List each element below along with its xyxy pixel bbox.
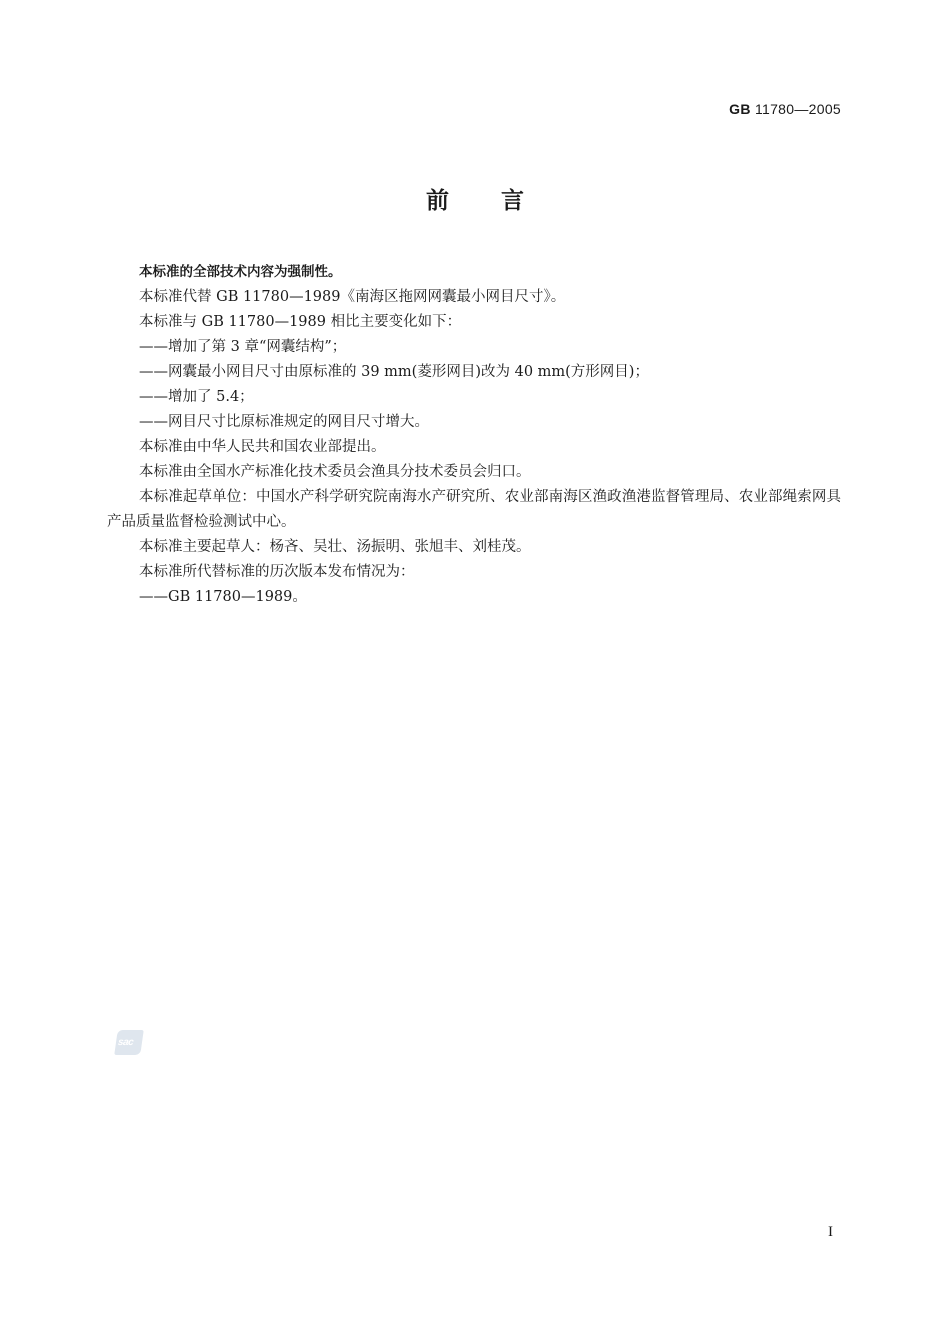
paragraph-committee: 本标准由全国水产标准化技术委员会渔具分技术委员会归口。 xyxy=(139,464,531,480)
list-item-change: ——增加了 5.4； xyxy=(139,389,254,405)
standard-code-prefix: GB xyxy=(729,101,751,117)
standard-code-number: 11780—2005 xyxy=(754,101,841,117)
paragraph-history-intro: 本标准所代替标准的历次版本发布情况为： xyxy=(139,564,415,580)
paragraph-proposer: 本标准由中华人民共和国农业部提出。 xyxy=(139,439,386,455)
paragraph-drafting-units: 本标准起草单位：中国水产科学研究院南海水产研究所、农业部南海区渔政渔港监督管理局、农业部绳索网具产品质量监督检验测试中心。 xyxy=(107,489,841,530)
list-item-history: ——GB 11780—1989。 xyxy=(139,589,307,605)
list-item-change: ——增加了第 3 章“网囊结构”； xyxy=(139,339,347,355)
sac-logo-text: sac xyxy=(117,1037,134,1048)
page-title: 前言 xyxy=(426,188,576,214)
paragraph-replaces: 本标准代替 GB 11780—1989《南海区拖网网囊最小网目尺寸》。 xyxy=(139,289,566,305)
standard-code xyxy=(729,101,841,117)
page-number: I xyxy=(828,1224,833,1240)
paragraph-mandatory: 本标准的全部技术内容为强制性。 xyxy=(139,264,342,280)
list-item-change: ——网目尺寸比原标准规定的网目尺寸增大。 xyxy=(139,414,429,430)
document-body xyxy=(107,260,841,610)
paragraph-drafters: 本标准主要起草人：杨吝、吴壮、汤振明、张旭丰、刘桂茂。 xyxy=(139,539,531,555)
list-item-change: ——网囊最小网目尺寸由原标准的 39 mm(菱形网目)改为 40 mm(方形网目)； xyxy=(139,364,649,380)
sac-logo-watermark xyxy=(114,1030,144,1055)
paragraph-changes-intro: 本标准与 GB 11780—1989 相比主要变化如下： xyxy=(139,314,462,330)
